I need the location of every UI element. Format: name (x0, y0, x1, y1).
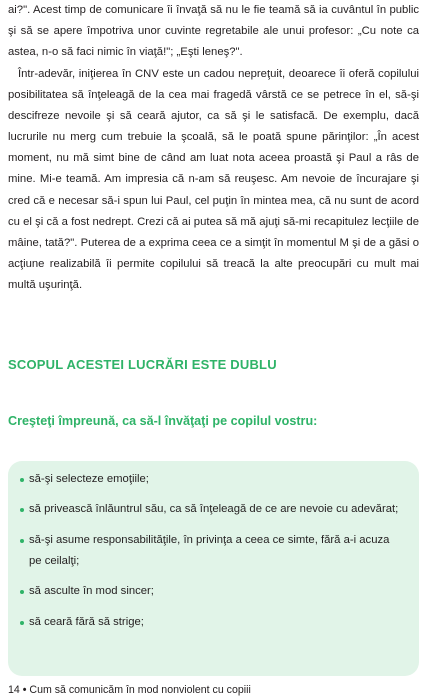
bullet-icon (20, 621, 24, 625)
goal-text: să ceară fără să strige; (29, 615, 144, 628)
goal-list-item (20, 499, 400, 520)
goal-list-item (20, 530, 400, 572)
bullet-icon (20, 478, 24, 482)
goals-box (8, 461, 419, 676)
goal-text: să asculte în mod sincer; (29, 585, 154, 598)
goal-list-item (20, 612, 400, 633)
section-heading: SCOPUL ACESTEI LUCRĂRI ESTE DUBLU (8, 357, 277, 372)
page-footer (8, 683, 251, 697)
book-title: Cum să comunicăm în mod nonviolent cu copiii (29, 684, 251, 696)
goal-text: să-şi asume responsabilităţile, în privinţa a ceea ce simte, fără a-i acuza pe ceilalţi; (29, 533, 390, 567)
footer-separator: • (22, 684, 27, 696)
bullet-icon (20, 590, 24, 594)
page-number: 14 (8, 684, 20, 696)
bullet-icon (20, 539, 24, 543)
goal-text: să privească înlăuntrul său, ca să înţeleagă de ce are nevoie cu adevărat; (29, 503, 399, 516)
goals-list (20, 469, 400, 642)
body-paragraph-2: Într-adevăr, iniţierea în CNV este un cadou nepreţuit, deoarece îi oferă copilului posibilitatea să înţeleagă de la cea mai fragedă vârstă ce se petrece în el, să-şi descifreze nevoile şi să ceară ajutor, ca să şi le satisfacă. De exemplu, dacă lucrurile nu merg cum trebuie la şcoală, să le poată spune părinţilor: „În acest moment, nu mă simt bine de când am luat nota aceea proastă şi Paul a râs de mine. Mi-e teamă. Am impresia că n-am să reuşesc. Am nevoie de încurajare şi cred că e necesar să-i spun lui Paul, cel puţin în mintea mea, că nu sunt de acord cu el şi că a fost nedrept. Crezi că ai putea să mă ajuţi să-mi recapitulez lecţiile de mâine, tată?". Puterea de a exprima ceea ce a simţit în momentul M şi de a găsi o acţiune realizabilă îi permite copilului să treacă la alte preocupări cu mult mai multă uşurinţă. (8, 68, 419, 291)
bullet-icon (20, 508, 24, 512)
goal-text: să-şi selecteze emoţiile; (29, 473, 149, 485)
goal-list-item (20, 469, 400, 490)
body-paragraph-1: ai?". Acest timp de comunicare îi învaţă să nu le fie teamă să ia cuvântul în public şi să se apere împotriva unor cuvinte regretabile ale unui profesor: „Cu note ca astea, n-o să faci nimic în viaţă!"; „Eşti leneş?". (8, 4, 419, 59)
section-subheading: Creşteţi împreună, ca să-l învăţaţi pe copilul vostru: (8, 414, 318, 428)
goal-list-item (20, 581, 400, 602)
